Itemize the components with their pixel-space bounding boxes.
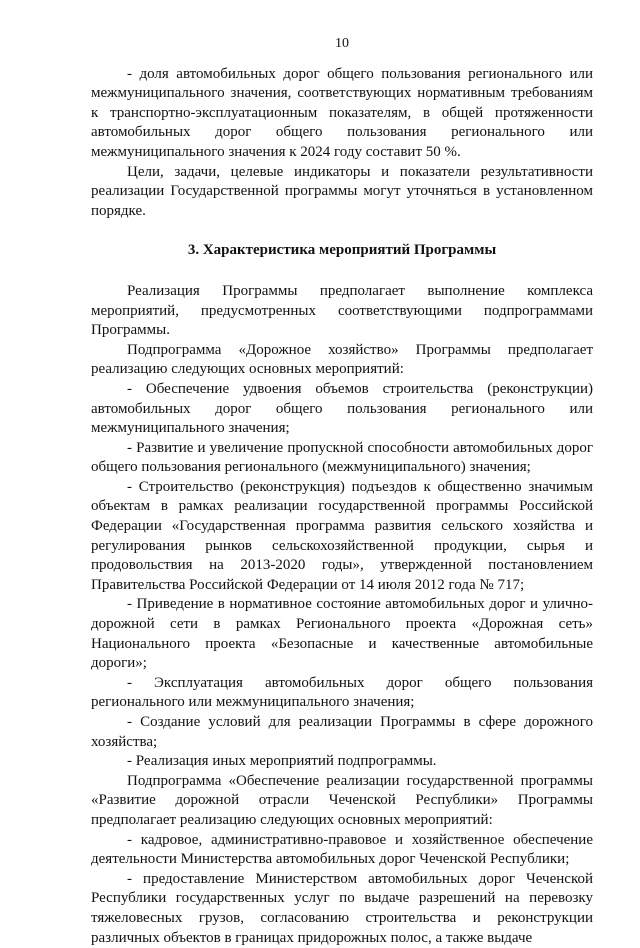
list-item: - Развитие и увеличение пропускной способности автомобильных дорог общего пользования регионального (межмуниципального) значения; — [91, 439, 593, 476]
list-item: - Создание условий для реализации Программы в сфере дорожного хозяйства; — [91, 714, 593, 750]
list-item: - Эксплуатация автомобильных дорог общего пользования регионального или межмуниципального значения; — [91, 674, 593, 711]
paragraph: Подпрограмма «Обеспечение реализации государственной программы «Развитие дорожной отрасли Чеченской Республики» Программы предполагает реализацию следующих основных мероприятий: — [91, 772, 593, 828]
list-item: - Строительство (реконструкция) подъездов к общественно значимым объектам в рамках реализации государственной программы Российской Федерации «Государственная программа развития сельского хозяйства и регулирования рынков сельскохозяйственной продукции, сырья и продовольствия на 2013-2020 годы», утвержденной постановлением Правительства Российской Федерации от 14 июля 2012 года № 717; — [91, 478, 593, 593]
list-item: - Обеспечение удвоения объемов строительства (реконструкции) автомобильных дорог общего пользования регионального или межмуниципального значения; — [91, 380, 593, 437]
list-item: - Приведение в нормативное состояние автомобильных дорог и улично-дорожной сети в рамках Регионального проекта «Дорожная сеть» Национального проекта «Безопасные и качественные автомобильные дороги»; — [91, 596, 593, 672]
section-heading: 3. Характеристика мероприятий Программы — [187, 242, 497, 259]
paragraph: Реализация Программы предполагает выполнение комплекса мероприятий, предусмотренных соответствующими подпрограммами Программы. — [91, 282, 593, 339]
list-item: - кадровое, административно-правовое и хозяйственное обеспечение деятельности Министерства автомобильных дорог Чеченской Республики; — [91, 831, 593, 868]
list-item: - Реализация иных мероприятий подпрограммы. — [127, 753, 437, 770]
list-item: - предоставление Министерством автомобильных дорог Чеченской Республики государственных услуг по выдаче разрешений на перевозку тяжеловесных грузов, согласованию строительства и реконструкции различных объектов в границах придорожных полос, а также выдаче — [91, 870, 593, 946]
paragraph: Цели, задачи, целевые индикаторы и показатели результативности реализации Государственной программы могут уточняться в установленном порядке. — [91, 163, 593, 219]
paragraph: Подпрограмма «Дорожное хозяйство» Программы предполагает реализацию следующих основных мероприятий: — [91, 341, 593, 378]
paragraph: - доля автомобильных дорог общего пользования регионального или межмуниципального значения, соответствующих нормативным требованиям к транспортно-эксплуатационным показателям, в общей протяженности автомобильных дорог общего пользования регионального или межмуниципального значения к 2024 году составит 50 %. — [91, 65, 593, 160]
page-number: 10 — [335, 36, 349, 51]
